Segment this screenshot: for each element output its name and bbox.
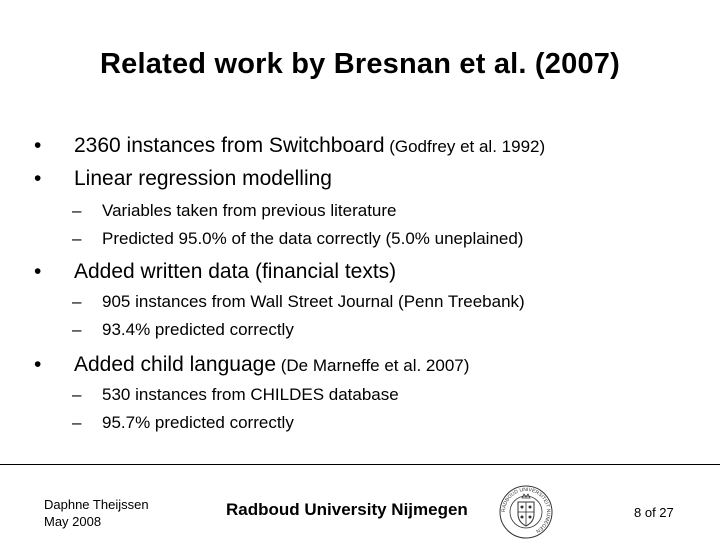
bullet-main-text: Added written data (financial texts)	[74, 260, 397, 283]
footer-divider	[0, 464, 720, 465]
sub-text: 93.4% predicted correctly	[102, 320, 294, 339]
footer-author-block	[44, 496, 149, 530]
dash-marker: –	[72, 201, 82, 220]
dash-marker: –	[72, 413, 82, 432]
bullet-main-text: Added child language	[74, 353, 277, 376]
dash-marker: –	[72, 292, 82, 311]
bullet-marker: •	[34, 260, 42, 283]
bullet-citation: (Godfrey et al. 1992)	[384, 137, 546, 156]
sub-text: Variables taken from previous literature	[102, 201, 397, 220]
university-seal-icon	[498, 484, 554, 540]
slide-title: Related work by Bresnan et al. (2007)	[100, 48, 620, 80]
dash-marker: –	[72, 385, 82, 404]
footer-university: Radboud University Nijmegen	[226, 500, 468, 519]
bullet-marker: •	[34, 167, 42, 190]
sub-text: 530 instances from CHILDES database	[102, 385, 399, 404]
bullet-marker: •	[34, 134, 42, 157]
seal-text: RADBOUD UNIVERSITEIT NIJMEGEN	[500, 486, 552, 535]
bullet-main-text: Linear regression modelling	[74, 167, 332, 190]
footer-date: May 2008	[44, 514, 102, 529]
bullet-citation: (De Marneffe et al. 2007)	[276, 356, 470, 375]
page-number: 8 of 27	[634, 505, 674, 520]
sub-text: 95.7% predicted correctly	[102, 413, 294, 432]
bullet-main-text: 2360 instances from Switchboard	[74, 134, 385, 157]
dash-marker: –	[72, 229, 82, 248]
footer-author: Daphne Theijssen	[44, 497, 149, 512]
bullet-text	[74, 134, 545, 158]
sub-text: 905 instances from Wall Street Journal (Penn Treebank)	[102, 292, 525, 311]
bullet-marker: •	[34, 353, 42, 376]
bullet-text	[74, 353, 469, 377]
dash-marker: –	[72, 320, 82, 339]
sub-text: Predicted 95.0% of the data correctly (5.0% uneplained)	[102, 229, 524, 248]
